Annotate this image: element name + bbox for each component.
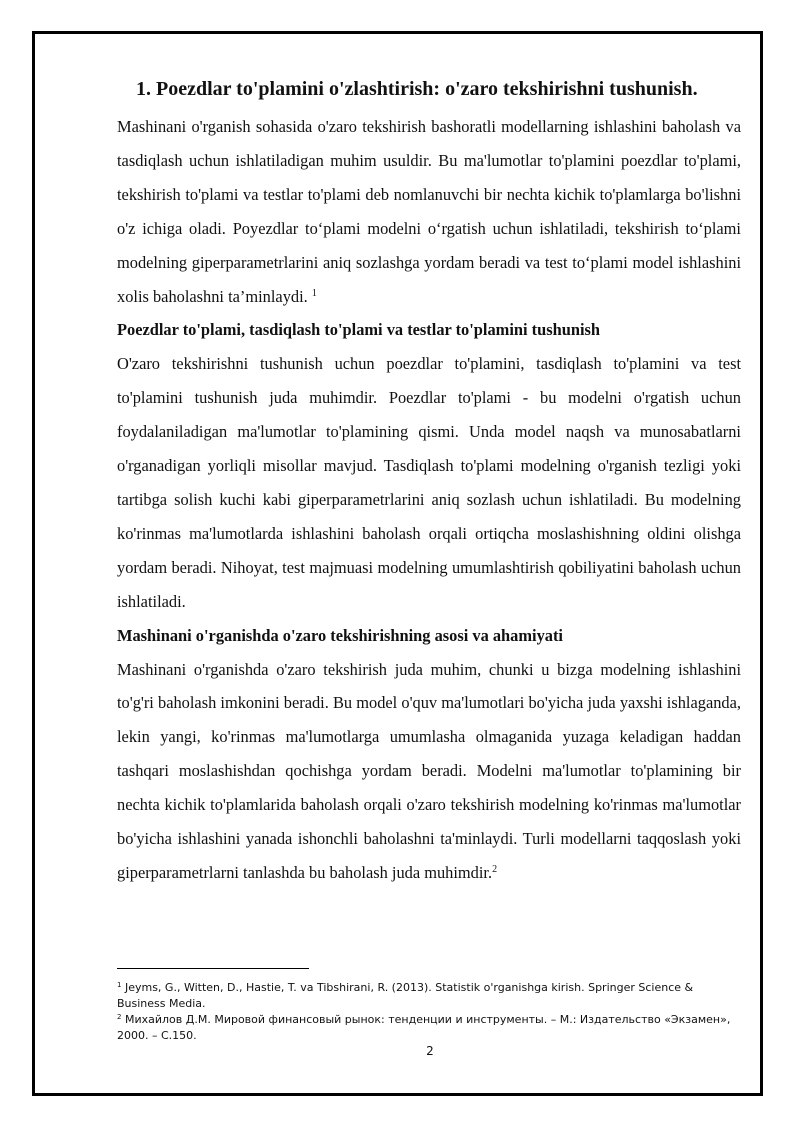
footnote-ref-1[interactable]: 1 — [311, 287, 317, 299]
page-number: 2 — [426, 1044, 434, 1058]
section-heading-importance: Mashinani o'rganishda o'zaro tekshirishning asosi va ahamiyati — [117, 625, 563, 645]
footnote-marker-2: 2 — [117, 1013, 122, 1021]
footnote-ref-2[interactable]: 2 — [492, 863, 498, 875]
footnote-2-text: Михайлов Д.М. Мировой финансовый рынок: тенденции и инструменты. – М.: Издательство «Экзамен», 2000. – С.150. — [117, 1013, 731, 1042]
paragraph-importance — [117, 653, 741, 890]
page-title: 1. Poezdlar to'plamini o'zlashtirish: o'zaro tekshirishni tushunish. — [136, 78, 698, 100]
footnote-1 — [117, 980, 731, 1012]
paragraph-intro — [117, 110, 741, 313]
footnote-1-text: Jeyms, G., Witten, D., Hastie, T. va Tibshirani, R. (2013). Statistik o'rganishga kirish. Springer Science & Business Media. — [117, 981, 694, 1010]
footnotes — [117, 980, 731, 1044]
paragraph-intro-text: Mashinani o'rganish sohasida o'zaro tekshirish bashoratli modellarning ishlashini baholash va tasdiqlash uchun ishlatiladigan muhim usuldir. Bu ma'lumotlar to'plamini poezdlar to'plami, tekshirish to'plami va testlar to'plami deb nomlanuvchi bir nechta kichik to'plamlarga bo'lishni o'z ichiga oladi. Poyezdlar to‘plami modelni o‘rgatish uchun ishlatiladi, tekshirish to‘plami modelning giperparametrlarini aniq sozlashga yordam beradi va test to‘plami model ishlashini xolis baholashni ta’minlaydi. — [117, 117, 741, 306]
paragraph-importance-text: Mashinani o'rganishda o'zaro tekshirish juda muhim, chunki u bizga modelning ishlashini to'g'ri baholash imkonini beradi. Bu model o'quv ma'lumotlari bo'yicha juda yaxshi ishlaganda, lekin yangi, ko'rinmas ma'lumotlarga umumlasha olmaganida yuzaga keladigan haddan tashqari moslashishdan qochishga yordam beradi. Modelni ma'lumotlar to'plamining bir nechta kichik to'plamlarida baholash orqali o'zaro tekshirish modelning ko'rinmas ma'lumotlar bo'yicha ishlashini yanada ishonchli baholashni ta'minlaydi. Turli modellarni taqqoslash yoki giperparametrlarni tanlashda bu baholash juda muhimdir. — [117, 659, 741, 882]
footnote-marker-1: 1 — [117, 981, 122, 989]
footnote-2 — [117, 1012, 731, 1044]
page-body — [117, 74, 741, 890]
paragraph-sets: O'zaro tekshirishni tushunish uchun poezdlar to'plamini, tasdiqlash to'plamini va test to'plamini tushunish juda muhimdir. Poezdlar to'plami - bu modelni o'rgatish uchun foydalaniladigan ma'lumotlar to'plamining qismi. Unda model naqsh va munosabatlarni o'rganadigan yorliqli misollar mavjud. Tasdiqlash to'plami modelning o'rganish tezligi yoki tartibga solish kuchi kabi giperparametrlarini aniq sozlash uchun ishlatiladi. Bu modelning ko'rinmas ma'lumotlarda ishlashini baholash orqali ortiqcha moslashishning oldini olishga yordam beradi. Nihoyat, test majmuasi modelning umumlashtirish qobiliyatini baholash uchun ishlatiladi. — [117, 354, 741, 611]
footnote-separator — [117, 968, 309, 969]
section-heading-sets: Poezdlar to'plami, tasdiqlash to'plami va testlar to'plamini tushunish — [117, 320, 600, 340]
